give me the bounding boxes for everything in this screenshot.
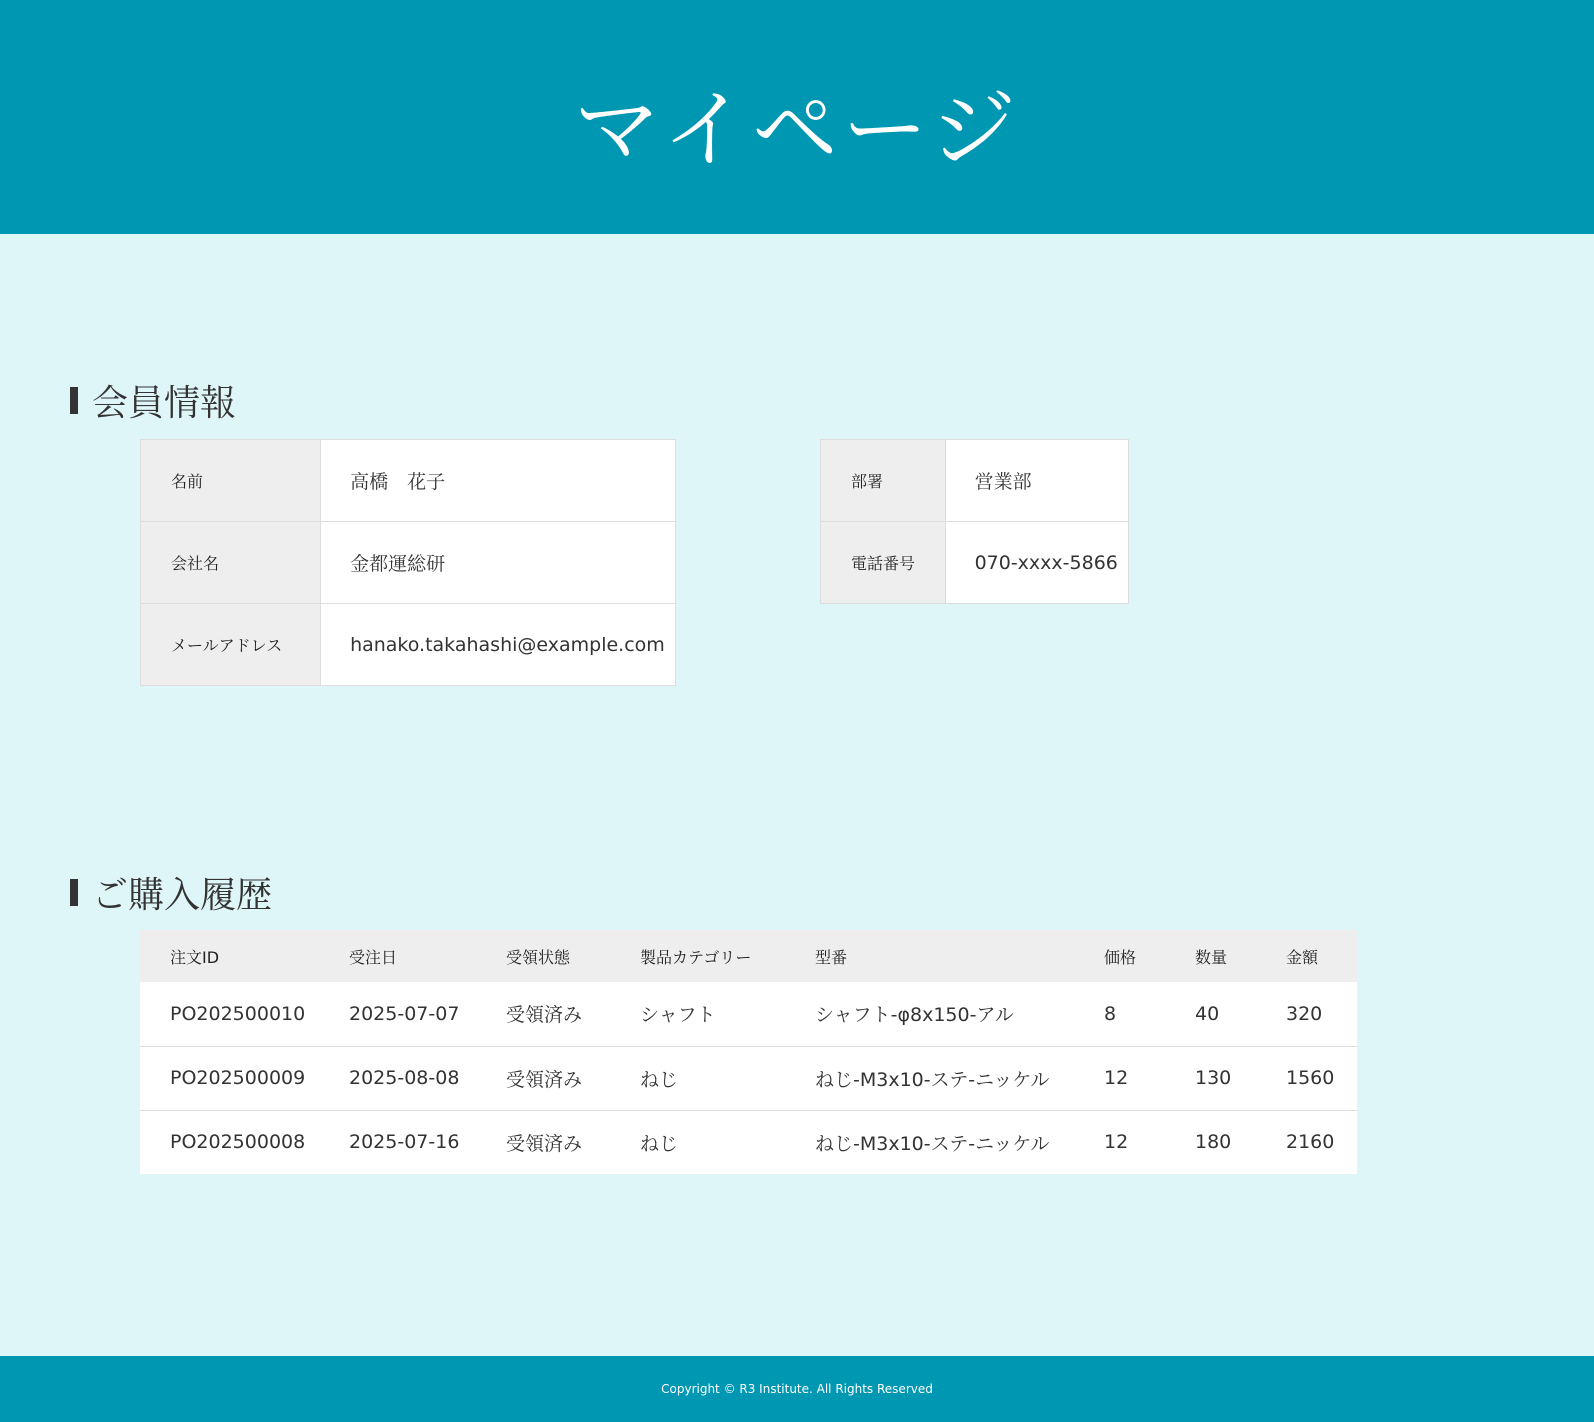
table-row	[140, 982, 1357, 1046]
member-row-email	[141, 604, 676, 686]
cell-order-id: PO202500008	[170, 1131, 306, 1154]
cell-amount: 2160	[1286, 1131, 1335, 1154]
table-header-row	[140, 930, 1357, 982]
cell-order-date: 2025-07-16	[349, 1131, 460, 1154]
cell-order-date: 2025-08-08	[319, 1046, 476, 1110]
contact-info-table	[820, 439, 1129, 604]
cell-receipt-status: 受領済み	[506, 1132, 583, 1155]
cell-receipt-status: 受領済み	[476, 982, 610, 1046]
table-row	[140, 1110, 1357, 1174]
purchase-history-heading	[70, 867, 272, 918]
value-email: hanako.takahashi@example.com	[321, 604, 676, 686]
col-order-date: 受注日	[319, 930, 476, 982]
cell-order-id: PO202500010	[140, 982, 319, 1046]
site-footer	[0, 1356, 1594, 1422]
cell-price: 12	[1074, 1046, 1165, 1110]
cell-category: シャフト	[610, 982, 785, 1046]
value-company: 金都運総研	[321, 522, 676, 604]
label-name: 名前	[141, 440, 321, 522]
col-receipt-status: 受領状態	[476, 930, 610, 982]
value-phone: 070-xxxx-5866	[945, 522, 1128, 604]
table-row	[140, 1046, 1357, 1110]
heading-bar	[70, 879, 78, 906]
label-department: 部署	[821, 440, 946, 522]
label-phone: 電話番号	[821, 522, 946, 604]
member-info-table	[140, 439, 676, 686]
purchase-history-heading-text: ご購入履歴	[92, 875, 273, 916]
cell-order-id: PO202500009	[140, 1046, 319, 1110]
cell-category: ねじ	[610, 1046, 785, 1110]
cell-quantity: 40	[1165, 982, 1256, 1046]
cell-order-date: 2025-07-07	[319, 982, 476, 1046]
member-row-department	[821, 440, 1129, 522]
cell-amount: 320	[1256, 982, 1357, 1046]
cell-model: ねじ-M3x10-ステ-ニッケル	[785, 1046, 1074, 1110]
page-title: マイページ	[573, 80, 1021, 180]
member-row-phone	[821, 522, 1129, 604]
cell-model: シャフト-φ8x150-アル	[785, 982, 1074, 1046]
cell-price: 12	[1104, 1131, 1129, 1154]
site-header	[0, 0, 1594, 234]
purchase-history-table	[140, 930, 1357, 1174]
member-info-heading-text: 会員情報	[92, 383, 237, 424]
cell-receipt-status: 受領済み	[476, 1046, 610, 1110]
value-department: 営業部	[945, 440, 1128, 522]
col-category: 製品カテゴリー	[610, 930, 785, 982]
copyright-text: Copyright © R3 Institute. All Rights Reserved	[661, 1382, 933, 1396]
cell-quantity: 180	[1195, 1131, 1232, 1154]
col-amount: 金額	[1256, 930, 1357, 982]
member-row-name	[141, 440, 676, 522]
label-company: 会社名	[141, 522, 321, 604]
cell-model: ねじ-M3x10-ステ-ニッケル	[815, 1132, 1050, 1155]
cell-price: 8	[1074, 982, 1165, 1046]
cell-amount: 1560	[1256, 1046, 1357, 1110]
member-info-heading	[70, 375, 236, 426]
col-price: 価格	[1074, 930, 1165, 982]
value-name: 高橋 花子	[321, 440, 676, 522]
label-email: メールアドレス	[141, 604, 321, 686]
heading-bar	[70, 387, 78, 414]
col-model: 型番	[785, 930, 1074, 982]
cell-quantity: 130	[1165, 1046, 1256, 1110]
col-quantity: 数量	[1165, 930, 1256, 982]
col-order-id: 注文ID	[140, 930, 319, 982]
member-row-company	[141, 522, 676, 604]
cell-category: ねじ	[640, 1132, 679, 1155]
